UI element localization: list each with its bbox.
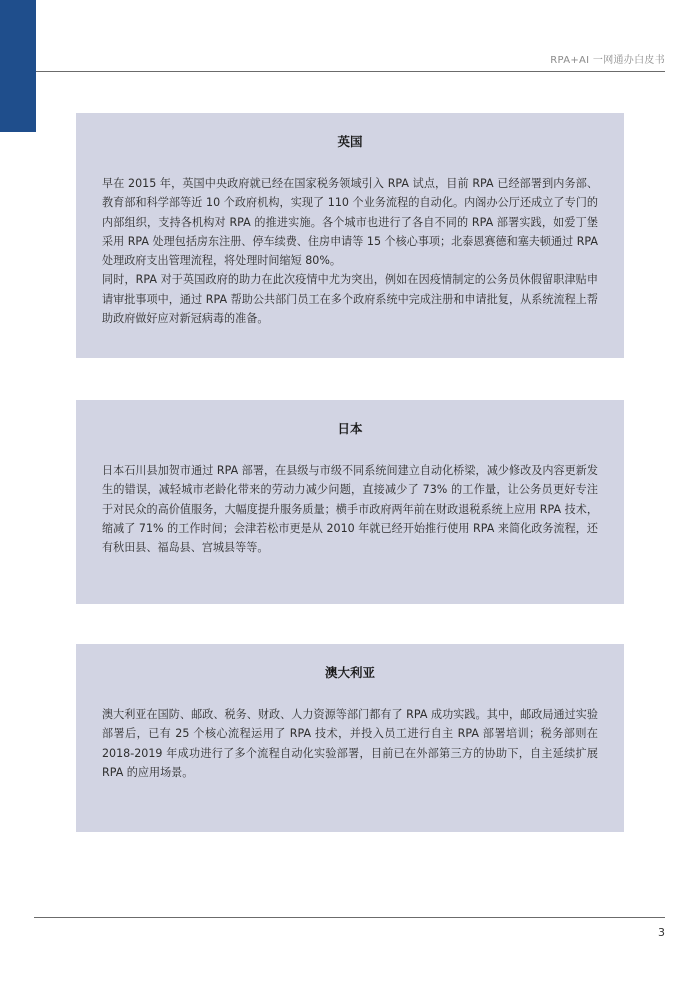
section-body-japan xyxy=(102,461,598,557)
section-australia xyxy=(76,644,624,832)
header-divider xyxy=(36,71,665,72)
corner-accent-tab xyxy=(0,0,36,132)
section-title-australia: 澳大利亚 xyxy=(324,665,375,680)
footer-divider xyxy=(34,917,665,918)
running-title: RPA+AI 一网通办白皮书 xyxy=(550,55,665,66)
paragraph: 澳大利亚在国防、邮政、税务、财政、人力资源等部门都有了 RPA 成功实践。其中，邮政局通过实验部署后，已有 25 个核心流程运用了 RPA 技术，并投入员工进行自主 RPA 部署培训；税务部则在 2018-2019 年成功进行了多个流程自动化实验部署，目前已在外部第三方的协助下，自主延续扩展 RPA 的应用场景。 xyxy=(102,708,598,779)
paragraph: 早在 2015 年，英国中央政府就已经在国家税务领域引入 RPA 试点，目前 RPA 已经部署到内务部、教育部和科学部等近 10 个政府机构，实现了 110 个业务流程的自动化。内阁办公厅还成立了专门的内部组织，支持各机构对 RPA 的推进实施。各个城市也进行了各自不同的 RPA 部署实践，如爱丁堡采用 RPA 处理包括房东注册、停车续费、住房申请等 15 个核心事项；北泰恩赛德和塞夫顿通过 RPA 处理政府支出管理流程，将处理时间缩短 80%。 xyxy=(102,177,598,268)
section-japan xyxy=(76,400,624,604)
paragraph: 同时，RPA 对于英国政府的助力在此次疫情中尤为突出，例如在因疫情制定的公务员休假留职津贴申请审批事项中，通过 RPA 帮助公共部门员工在多个政府系统中完成注册和申请批复，从系统流程上帮助政府做好应对新冠病毒的准备。 xyxy=(102,273,598,326)
page-number: 3 xyxy=(658,926,665,939)
section-body-australia xyxy=(102,705,598,782)
section-title-uk: 英国 xyxy=(337,134,363,149)
section-body-uk xyxy=(102,174,598,328)
section-uk xyxy=(76,113,624,358)
paragraph: 日本石川县加贺市通过 RPA 部署，在县级与市级不同系统间建立自动化桥梁，减少修改及内容更新发生的错误，减轻城市老龄化带来的劳动力减少问题，直接减少了 73% 的工作量，让公务员更好专注于对民众的高价值服务，大幅度提升服务质量；横手市政府两年前在财政退税系统上应用 RPA 技术，缩减了 71% 的工作时间；会津若松市更是从 2010 年就已经开始推行使用 RPA 来简化政务流程，还有秋田县、福岛县、宫城县等等。 xyxy=(102,464,598,555)
section-title-japan: 日本 xyxy=(337,421,363,436)
